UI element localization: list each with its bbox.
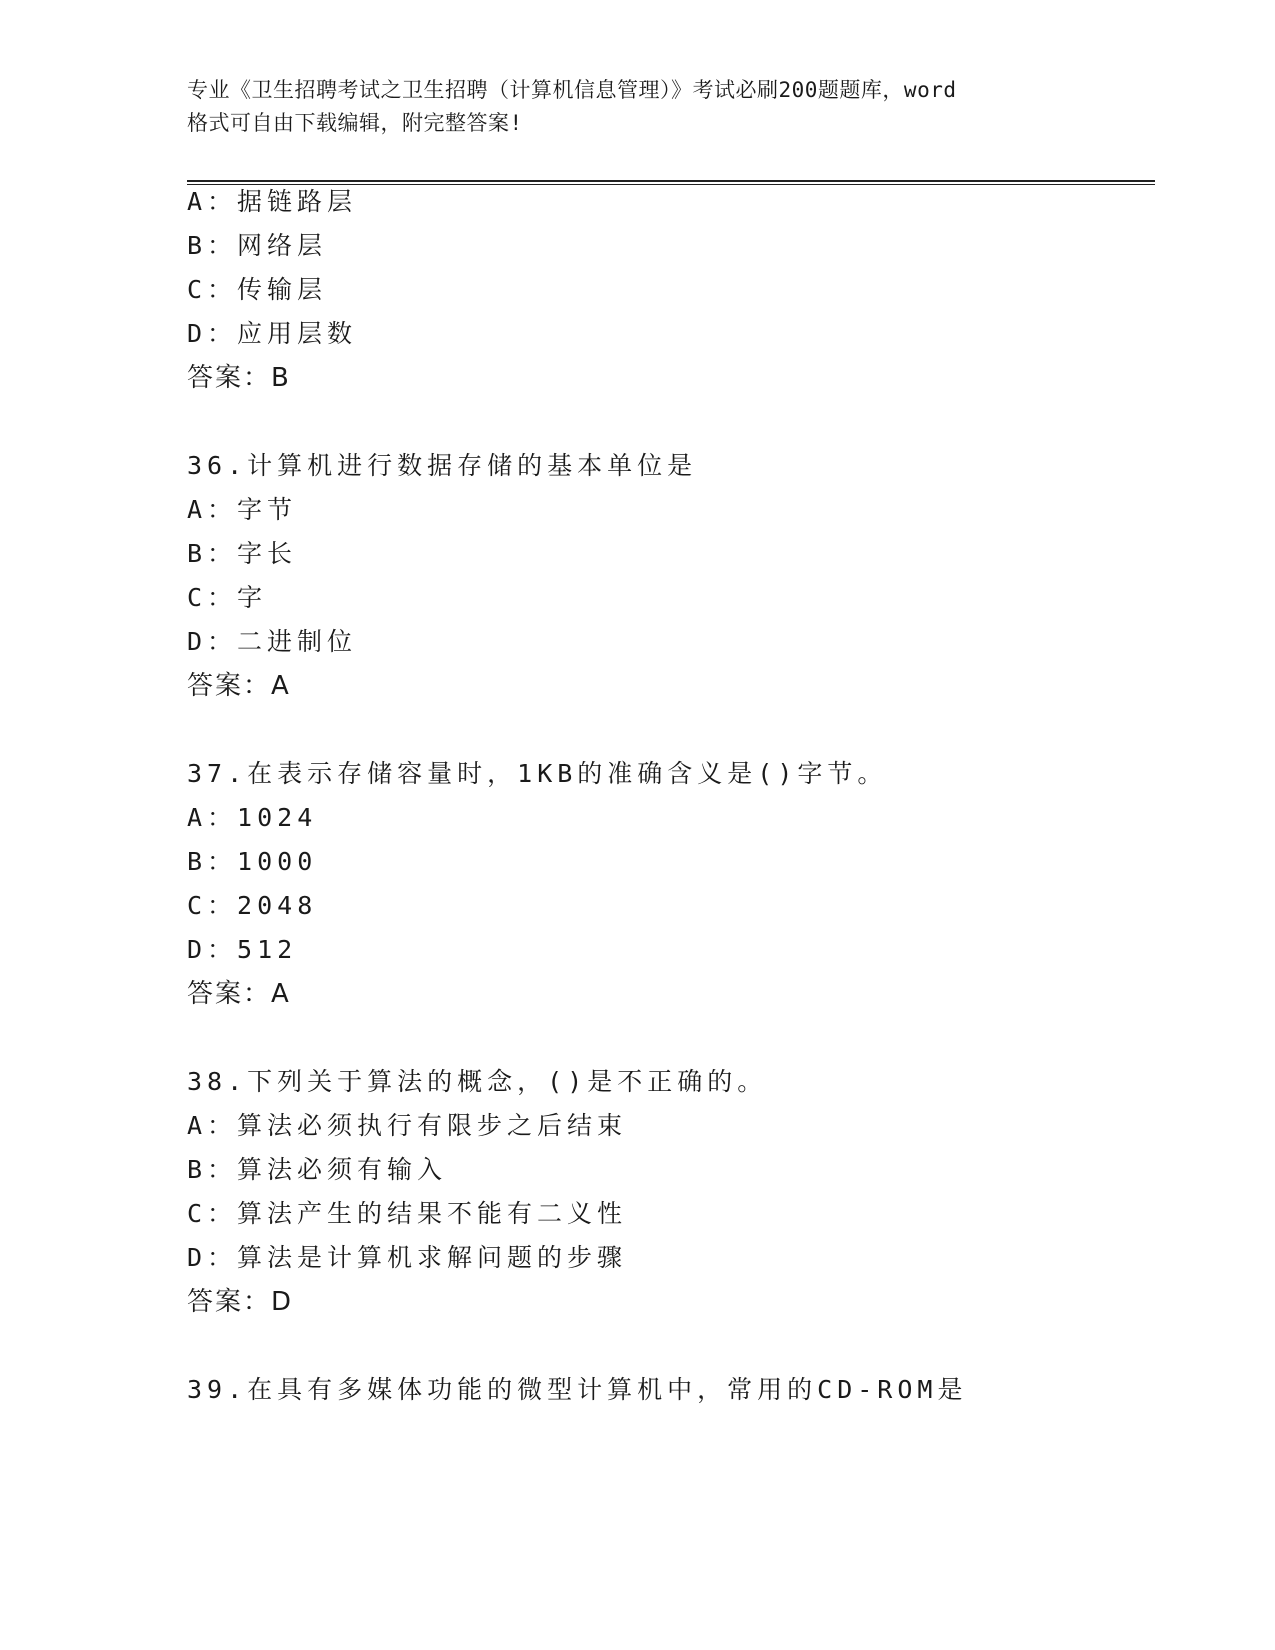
question-stem: 36.计算机进行数据存储的基本单位是 — [187, 451, 698, 480]
option-b: B：网络层 — [187, 231, 328, 260]
option-b: B：1000 — [187, 847, 318, 876]
option-c: C：2048 — [187, 891, 318, 920]
option-b: B：算法必须有输入 — [187, 1155, 448, 1184]
option-c: C：传输层 — [187, 275, 328, 304]
option-a: A：字节 — [187, 495, 298, 524]
header-divider-thin — [187, 184, 1155, 185]
option-d: D：应用层数 — [187, 319, 358, 348]
answer-line: 答案：A — [187, 979, 291, 1009]
question-stem: 37.在表示存储容量时，1KB的准确含义是()字节。 — [187, 759, 888, 788]
option-d: D：512 — [187, 935, 298, 964]
answer-line: 答案：D — [187, 1287, 294, 1317]
option-a: A：1024 — [187, 803, 318, 832]
header-title-line-1: 专业《卫生招聘考试之卫生招聘（计算机信息管理）》考试必刷200题题库，word — [187, 78, 957, 102]
option-d: D：算法是计算机求解问题的步骤 — [187, 1243, 628, 1272]
answer-line: 答案：A — [187, 671, 291, 701]
question-stem: 39.在具有多媒体功能的微型计算机中，常用的CD-ROM是 — [187, 1375, 968, 1404]
question-stem: 38.下列关于算法的概念，()是不正确的。 — [187, 1067, 768, 1096]
option-b: B：字长 — [187, 539, 298, 568]
option-a: A：据链路层 — [187, 187, 358, 216]
header-divider — [187, 180, 1155, 182]
option-a: A：算法必须执行有限步之后结束 — [187, 1111, 628, 1140]
document-header — [187, 74, 1087, 140]
header-title-line-2: 格式可自由下载编辑，附完整答案! — [187, 111, 523, 135]
answer-line: 答案：B — [187, 363, 291, 393]
option-c: C：算法产生的结果不能有二义性 — [187, 1199, 628, 1228]
option-c: C：字 — [187, 583, 268, 612]
option-d: D：二进制位 — [187, 627, 358, 656]
